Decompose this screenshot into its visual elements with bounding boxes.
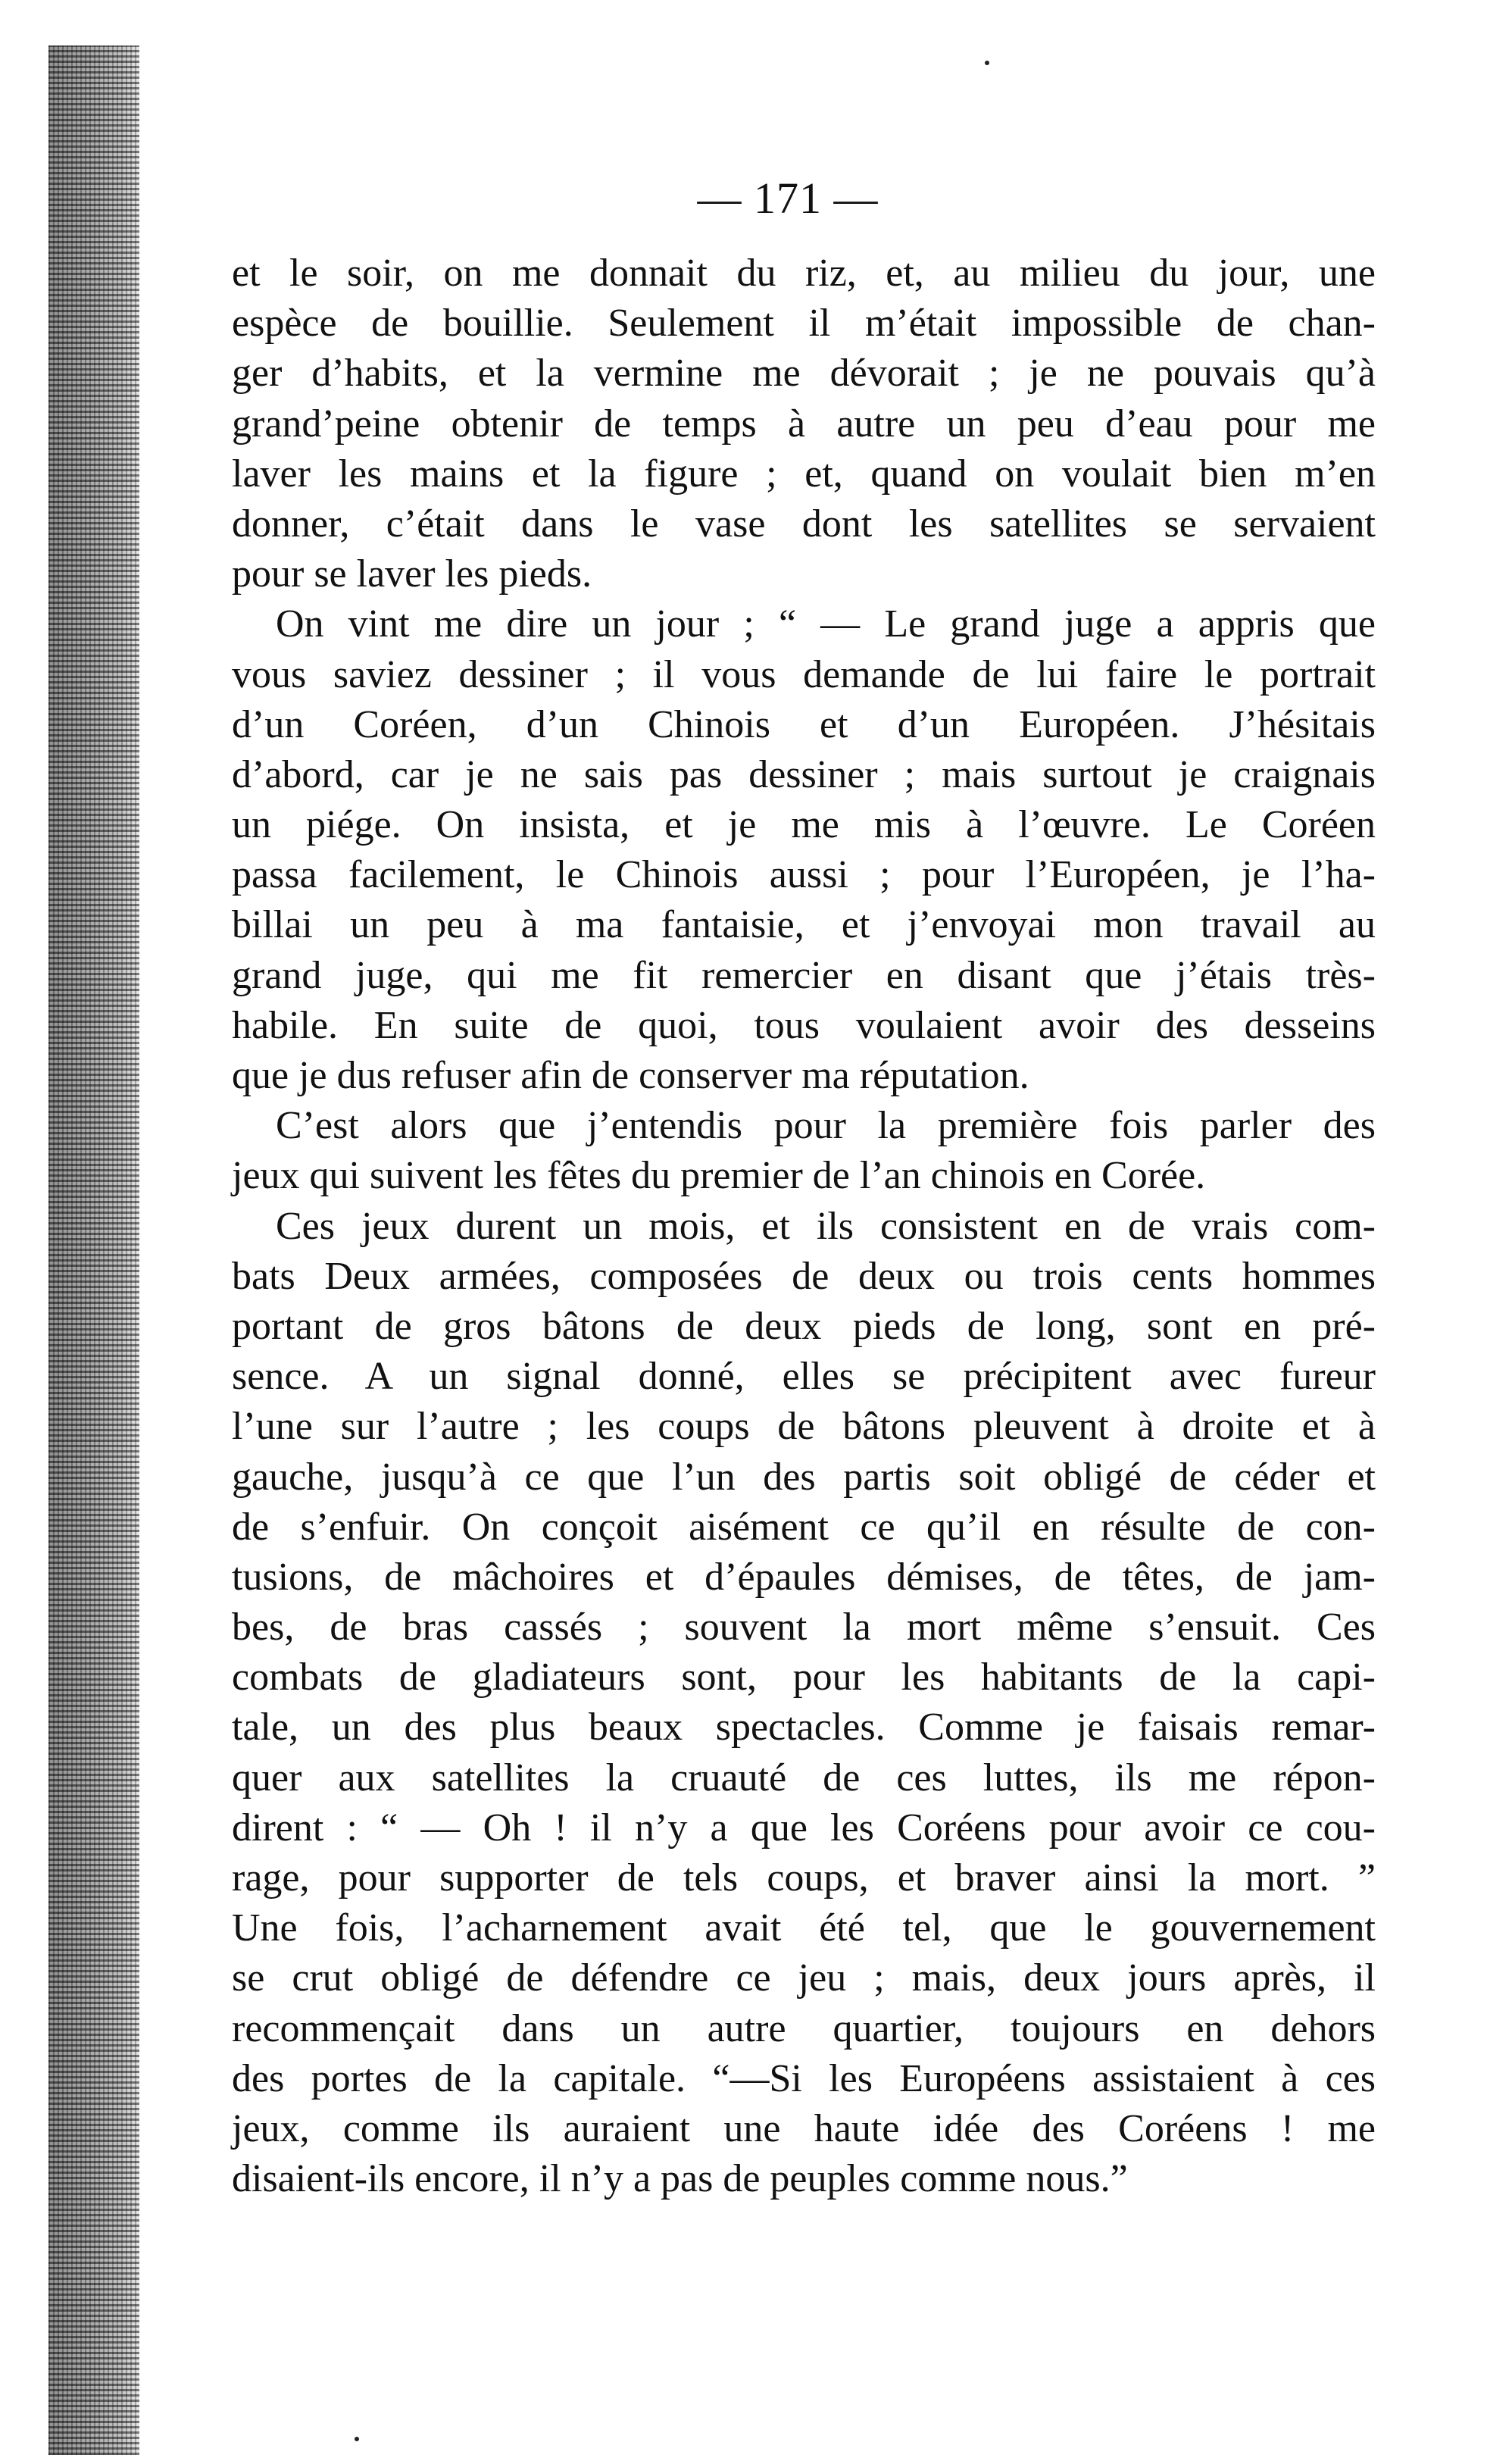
text-line: Une fois, l’acharnement avait été tel, que le gouvernement (232, 1906, 1376, 1950)
text-line: combats de gladiateurs sont, pour les habitants de la capi- (232, 1656, 1376, 1699)
text-line: recommençait dans un autre quartier, toujours en dehors (232, 2006, 1376, 2050)
text-line: sence. A un signal donné, elles se précipitent avec fureur (232, 1355, 1376, 1399)
text-line: jeux qui suivent les fêtes du premier de l’an chinois en Corée. (232, 1154, 1206, 1198)
text-line: portant de gros bâtons de deux pieds de long, sont en pré- (232, 1304, 1376, 1348)
text-line: d’un Coréen, d’un Chinois et d’un Européen. J’hésitais (232, 702, 1376, 746)
text-line: espèce de bouillie. Seulement il m’était impossible de chan- (232, 302, 1376, 346)
text-line: On vint me dire un jour ; “ — Le grand juge a appris que (276, 602, 1376, 646)
text-line: billai un peu à ma fantaisie, et j’envoyai mon travail au (232, 903, 1376, 947)
text-line: que je dus refuser afin de conserver ma réputation. (232, 1054, 1029, 1097)
text-line: bes, de bras cassés ; souvent la mort même s’ensuit. Ces (232, 1606, 1376, 1649)
text-line: pour se laver les pieds. (232, 552, 592, 596)
text-line: vous saviez dessiner ; il vous demande de lui faire le portrait (232, 652, 1376, 696)
text-line: jeux, comme ils auraient une haute idée des Coréens ! me (232, 2106, 1376, 2150)
text-line: l’une sur l’autre ; les coups de bâtons pleuvent à droite et à (232, 1405, 1376, 1449)
text-line: d’abord, car je ne sais pas dessiner ; mais surtout je craignais (232, 752, 1376, 796)
text-line: tusions, de mâchoires et d’épaules démises, de têtes, de jam- (232, 1555, 1376, 1599)
text-line: passa facilement, le Chinois aussi ; pour l’Européen, je l’ha- (232, 853, 1376, 897)
text-line: laver les mains et la figure ; et, quand on voulait bien m’en (232, 452, 1376, 496)
text-line: se crut obligé de défendre ce jeu ; mais, deux jours après, il (232, 1956, 1376, 2000)
text-line: tale, un des plus beaux spectacles. Comme je faisais remar- (232, 1706, 1376, 1750)
text-line: C’est alors que j’entendis pour la première fois parler des (276, 1104, 1376, 1148)
text-line: ger d’habits, et la vermine me dévorait ; je ne pouvais qu’à (232, 352, 1376, 396)
text-line: et le soir, on me donnait du riz, et, au milieu du jour, une (232, 252, 1376, 295)
text-line: rage, pour supporter de tels coups, et braver ainsi la mort. ” (232, 1856, 1376, 1900)
text-line: Ces jeux durent un mois, et ils consistent en de vrais com- (276, 1204, 1376, 1248)
text-line: donner, c’était dans le vase dont les satellites se servaient (232, 502, 1376, 546)
page-binding-edge (48, 45, 139, 2455)
text-line: des portes de la capitale. “—Si les Européens assistaient à ces (232, 2056, 1376, 2100)
text-line: bats Deux armées, composées de deux ou trois cents hommes (232, 1254, 1376, 1298)
text-line: grand juge, qui me fit remercier en disant que j’étais très- (232, 953, 1376, 997)
text-line: gauche, jusqu’à ce que l’un des partis soit obligé de céder et (232, 1455, 1376, 1499)
page-number: — 171 — (697, 174, 879, 223)
text-line: habile. En suite de quoi, tous voulaient avoir des desseins (232, 1003, 1376, 1047)
text-line: un piége. On insista, et je me mis à l’œuvre. Le Coréen (232, 803, 1376, 847)
text-line: grand’peine obtenir de temps à autre un peu d’eau pour me (232, 402, 1376, 446)
text-line: quer aux satellites la cruauté de ces luttes, ils me répon- (232, 1756, 1376, 1800)
text-line: de s’enfuir. On conçoit aisément ce qu’il en résulte de con- (232, 1505, 1376, 1549)
text-line: disaient-ils encore, il n’y a pas de peuples comme nous.” (232, 2157, 1128, 2201)
print-speck (355, 2437, 359, 2441)
print-speck (985, 61, 989, 65)
body-text (232, 249, 1376, 2204)
text-line: dirent : “ — Oh ! il n’y a que les Coréens pour avoir ce cou- (232, 1806, 1376, 1850)
